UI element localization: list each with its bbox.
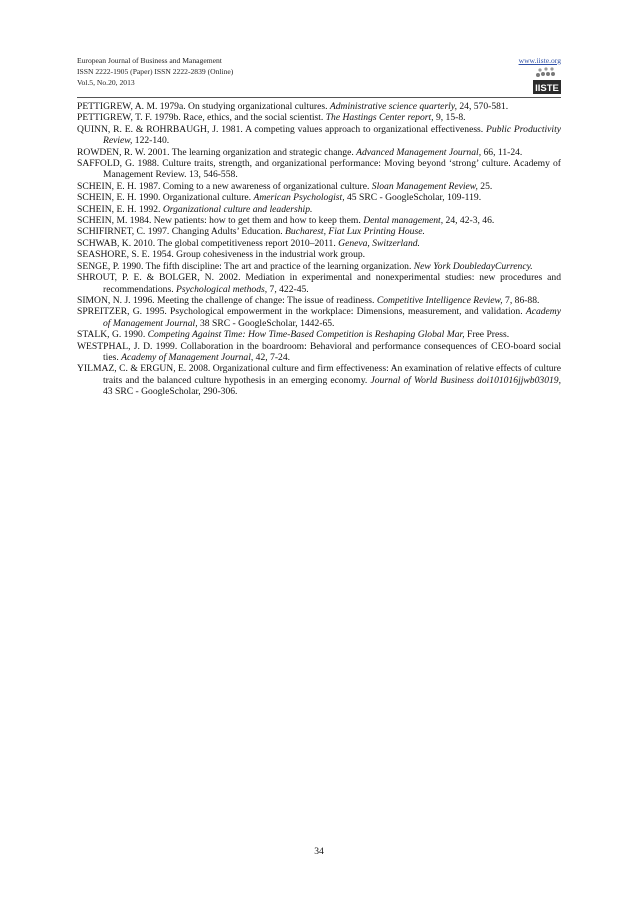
header-divider (77, 97, 561, 98)
reference-entry: SCHWAB, K. 2010. The global competitiveness report 2010–2011. Geneva, Switzerland. (77, 237, 420, 249)
reference-entry: PETTIGREW, T. F. 1979b. Race, ethics, and the social scientist. The Hastings Center report, 9, 15-8. (77, 112, 466, 124)
reference-entry: SCHIFIRNET, C. 1997. Changing Adults’ Education. Bucharest, Fiat Lux Printing House. (77, 226, 425, 238)
reference-entry: SPREITZER, G. 1995. Psychological empowerment in the workplace: Dimensions, measurement, and validation. Academy of Management Journal, 38 SRC - GoogleScholar, 1442-65. (77, 306, 561, 329)
reference-entry: SCHEIN, E. H. 1990. Organizational culture. American Psychologist, 45 SRC - GoogleScholar, 109-119. (77, 192, 482, 204)
iiste-logo (532, 66, 562, 96)
reference-entry: STALK, G. 1990. Competing Against Time: How Time-Based Competition is Reshaping Global Mar, Free Press. (77, 329, 510, 341)
volume-line: Vol.5, No.20, 2013 (77, 78, 135, 87)
reference-entry: SENGE, P. 1990. The fifth discipline: The art and practice of the learning organization. New York DoubledayCurrency. (77, 260, 533, 272)
journal-title: European Journal of Business and Management (77, 56, 222, 65)
reference-entry: YILMAZ, C. & ERGUN, E. 2008. Organizational culture and firm effectiveness: An examination of relative effects of culture traits and the balanced culture hypothesis in an emerging economy. Journal of World Business doi101016jjwb03019, 43 SRC - GoogleScholar, 290-306. (77, 363, 561, 398)
reference-entry: SCHEIN, E. H. 1992. Organizational culture and leadership. (77, 203, 313, 215)
issn-line: ISSN 2222-1905 (Paper) ISSN 2222-2839 (Online) (77, 67, 234, 76)
reference-entry: QUINN, R. E. & ROHRBAUGH, J. 1981. A competing values approach to organizational effectiveness. Public Productivity Review, 122-140. (77, 123, 561, 147)
svg-text:IISTE: IISTE (535, 83, 559, 94)
reference-entry: SCHEIN, M. 1984. New patients: how to get them and how to keep them. Dental management, 24, 42-3, 46. (77, 215, 495, 227)
page-number: 34 (314, 846, 324, 857)
reference-entry: PETTIGREW, A. M. 1979a. On studying organizational cultures. Administrative science quarterly, 24, 570-581. (77, 101, 509, 112)
reference-list (77, 101, 561, 398)
reference-entry: SEASHORE, S. E. 1954. Group cohesiveness in the industrial work group. (77, 249, 366, 261)
reference-entry: SHROUT, P. E. & BOLGER, N. 2002. Mediation in experimental and nonexperimental studies: new procedures and recommendations. Psychological methods, 7, 422-45. (77, 272, 561, 295)
reference-entry: SIMON, N. J. 1996. Meeting the challenge of change: The issue of readiness. Competitive Intelligence Review, 7, 86-88. (77, 294, 540, 306)
reference-entry: SAFFOLD, G. 1988. Culture traits, strength, and organizational performance: Moving beyond ‘strong’ culture. Academy of Management Review. 13, 546-558. (77, 158, 561, 181)
reference-entry: ROWDEN, R. W. 2001. The learning organization and strategic change. Advanced Management Journal, 66, 11-24. (77, 146, 523, 158)
website-link[interactable]: www.iiste.org (518, 56, 561, 65)
page-header (77, 55, 561, 88)
reference-entry: SCHEIN, E. H. 1987. Coming to a new awareness of organizational culture. Sloan Management Review, 25. (77, 180, 493, 192)
reference-entry: WESTPHAL, J. D. 1999. Collaboration in the boardroom: Behavioral and performance consequences of CEO-board social ties. Academy of Management Journal, 42, 7-24. (77, 340, 561, 363)
